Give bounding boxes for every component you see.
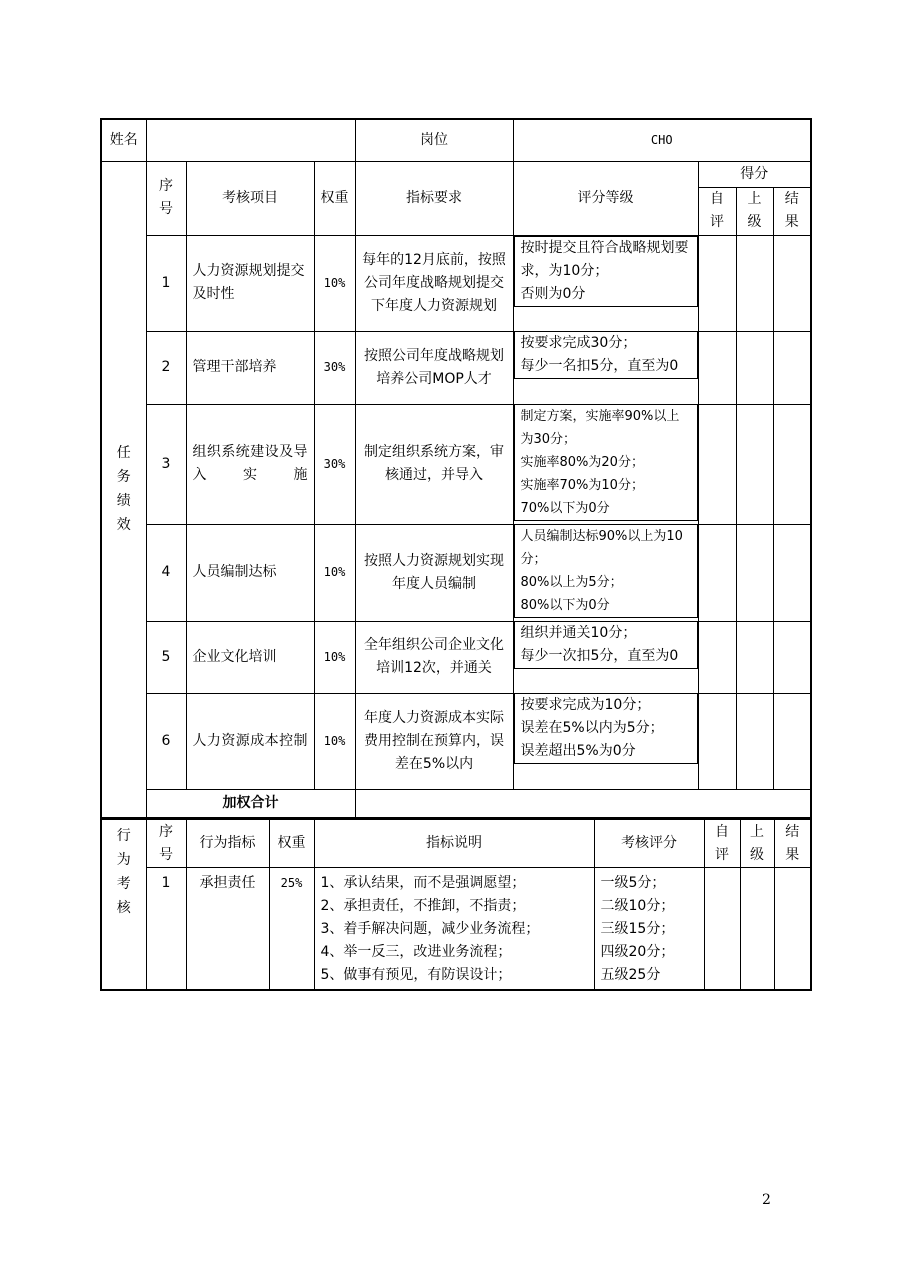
row-requirement: 年度人力资源成本实际费用控制在预算内，误差在5%以内 <box>355 693 513 789</box>
table-row <box>101 404 811 524</box>
col-weight: 权重 <box>314 161 355 235</box>
task-side-label <box>101 161 146 818</box>
row-criteria <box>514 693 698 764</box>
row-item: 人员编制达标 <box>186 524 314 621</box>
description-line: 5、做事有预见，有防误设计； <box>320 967 512 983</box>
weighted-total-label: 加权合计 <box>146 789 355 818</box>
row-self-score[interactable] <box>698 404 736 524</box>
position-label: 岗位 <box>355 119 513 161</box>
description-line: 4、举一反三，改进业务流程； <box>320 944 512 960</box>
row-weight: 10% <box>314 621 355 693</box>
col-score: 得分 <box>698 161 811 187</box>
criteria-line: 每少一次扣5分，直至为0 <box>520 648 679 664</box>
row-result-score[interactable] <box>773 621 811 693</box>
row-requirement: 制定组织系统方案，审核通过，并导入 <box>355 404 513 524</box>
row-criteria <box>514 236 698 307</box>
row-self-score[interactable] <box>698 693 736 789</box>
beh-row-superior-score[interactable] <box>740 868 774 990</box>
col-self: 自评 <box>698 187 736 235</box>
beh-row-weight: 25% <box>269 868 314 990</box>
beh-col-indicator: 行为指标 <box>186 820 269 868</box>
task-performance-table <box>100 118 812 819</box>
name-field <box>146 119 355 161</box>
description-line: 2、承担责任，不推卸，不指责； <box>320 898 526 914</box>
name-label: 姓名 <box>101 119 146 161</box>
beh-col-result: 结果 <box>774 820 811 868</box>
row-superior-score[interactable] <box>736 524 773 621</box>
row-weight: 10% <box>314 524 355 621</box>
row-requirement: 全年组织公司企业文化培训12次，并通关 <box>355 621 513 693</box>
scoring-line: 三级15分； <box>600 921 675 937</box>
col-result: 结果 <box>773 187 811 235</box>
criteria-line: 制定方案，实施率90%以上为30分； <box>520 409 680 447</box>
weighted-total-value[interactable] <box>355 789 811 818</box>
criteria-line: 80%以下为0分 <box>520 598 610 613</box>
row-seq: 3 <box>146 404 186 524</box>
criteria-line: 组织并通关10分； <box>520 625 637 641</box>
beh-col-weight: 权重 <box>269 820 314 868</box>
row-self-score[interactable] <box>698 235 736 331</box>
scoring-line: 二级10分； <box>600 898 675 914</box>
beh-col-scoring: 考核评分 <box>594 820 704 868</box>
description-line: 1、承认结果，而不是强调愿望； <box>320 875 526 891</box>
table-row <box>101 235 811 331</box>
table-row <box>101 868 811 990</box>
row-self-score[interactable] <box>698 331 736 404</box>
criteria-line: 实施率70%为10分； <box>520 478 644 493</box>
row-requirement: 按照公司年度战略规划培养公司MOP人才 <box>355 331 513 404</box>
beh-col-seq: 序号 <box>146 820 186 868</box>
col-grade: 评分等级 <box>513 161 698 235</box>
table-row <box>101 524 811 621</box>
row-item: 企业文化培训 <box>186 621 314 693</box>
beh-col-description: 指标说明 <box>314 820 594 868</box>
row-seq: 5 <box>146 621 186 693</box>
weighted-total-row <box>101 789 811 818</box>
criteria-line: 否则为0分 <box>520 285 586 302</box>
criteria-line: 70%以下为0分 <box>520 501 610 516</box>
criteria-line: 每少一名扣5分，直至为0 <box>520 358 679 374</box>
row-requirement: 按照人力资源规划实现年度人员编制 <box>355 524 513 621</box>
scoring-line: 五级25分 <box>600 967 661 983</box>
position-value: CHO <box>513 119 811 161</box>
row-superior-score[interactable] <box>736 621 773 693</box>
row-seq: 2 <box>146 331 186 404</box>
table-row <box>101 693 811 789</box>
beh-row-indicator: 承担责任 <box>186 868 269 990</box>
criteria-line: 按要求完成30分； <box>520 335 637 351</box>
table-row <box>101 331 811 404</box>
col-requirement: 指标要求 <box>355 161 513 235</box>
row-result-score[interactable] <box>773 524 811 621</box>
row-result-score[interactable] <box>773 404 811 524</box>
beh-col-self: 自评 <box>704 820 740 868</box>
beh-row-description <box>314 868 594 990</box>
scoring-line: 四级20分； <box>600 944 675 960</box>
beh-row-seq: 1 <box>146 868 186 990</box>
row-superior-score[interactable] <box>736 404 773 524</box>
row-item: 人力资源成本控制 <box>186 693 314 789</box>
row-weight: 10% <box>314 235 355 331</box>
behavior-side-label <box>101 820 146 990</box>
criteria-line: 实施率80%为20分； <box>520 455 644 470</box>
col-seq: 序号 <box>146 161 186 235</box>
col-item: 考核项目 <box>186 161 314 235</box>
scoring-line: 一级5分； <box>600 875 666 891</box>
beh-row-result-score[interactable] <box>774 868 811 990</box>
description-line: 3、着手解决问题，减少业务流程； <box>320 921 540 937</box>
row-item: 组织系统建设及导入实施 <box>186 404 314 524</box>
row-criteria <box>514 404 698 521</box>
criteria-line: 误差在5%以内为5分； <box>520 720 664 736</box>
row-result-score[interactable] <box>773 693 811 789</box>
row-seq: 6 <box>146 693 186 789</box>
criteria-line: 80%以上为5分； <box>520 575 623 590</box>
column-header-row-1 <box>101 161 811 187</box>
row-weight: 10% <box>314 693 355 789</box>
task-side-text: 任 务 绩 效 <box>116 445 131 534</box>
beh-col-superior: 上级 <box>740 820 774 868</box>
row-item: 人力资源规划提交及时性 <box>186 235 314 331</box>
row-superior-score[interactable] <box>736 235 773 331</box>
criteria-line: 按时提交且符合战略规划要求，为10分； <box>520 239 689 279</box>
row-self-score[interactable] <box>698 621 736 693</box>
behavior-header-row <box>101 820 811 868</box>
row-weight: 30% <box>314 404 355 524</box>
row-superior-score[interactable] <box>736 693 773 789</box>
criteria-line: 误差超出5%为0分 <box>520 743 636 759</box>
row-criteria <box>514 331 698 379</box>
beh-row-scoring <box>594 868 704 990</box>
row-requirement: 每年的12月底前，按照公司年度战略规划提交下年度人力资源规划 <box>355 235 513 331</box>
row-superior-score[interactable] <box>736 331 773 404</box>
row-seq: 1 <box>146 235 186 331</box>
row-seq: 4 <box>146 524 186 621</box>
row-item: 管理干部培养 <box>186 331 314 404</box>
row-criteria <box>514 621 698 669</box>
behavior-assessment-table <box>100 819 812 991</box>
criteria-line: 人员编制达标90%以上为10分； <box>520 529 683 567</box>
criteria-line: 按要求完成为10分； <box>520 697 651 713</box>
beh-row-self-score[interactable] <box>704 868 740 990</box>
behavior-side-text: 行 为 考 核 <box>116 828 131 916</box>
row-result-score[interactable] <box>773 235 811 331</box>
row-result-score[interactable] <box>773 331 811 404</box>
header-row <box>101 119 811 161</box>
col-superior: 上级 <box>736 187 773 235</box>
table-row <box>101 621 811 693</box>
row-self-score[interactable] <box>698 524 736 621</box>
row-criteria <box>514 524 698 618</box>
row-weight: 30% <box>314 331 355 404</box>
page-number: 2 <box>762 1192 771 1208</box>
